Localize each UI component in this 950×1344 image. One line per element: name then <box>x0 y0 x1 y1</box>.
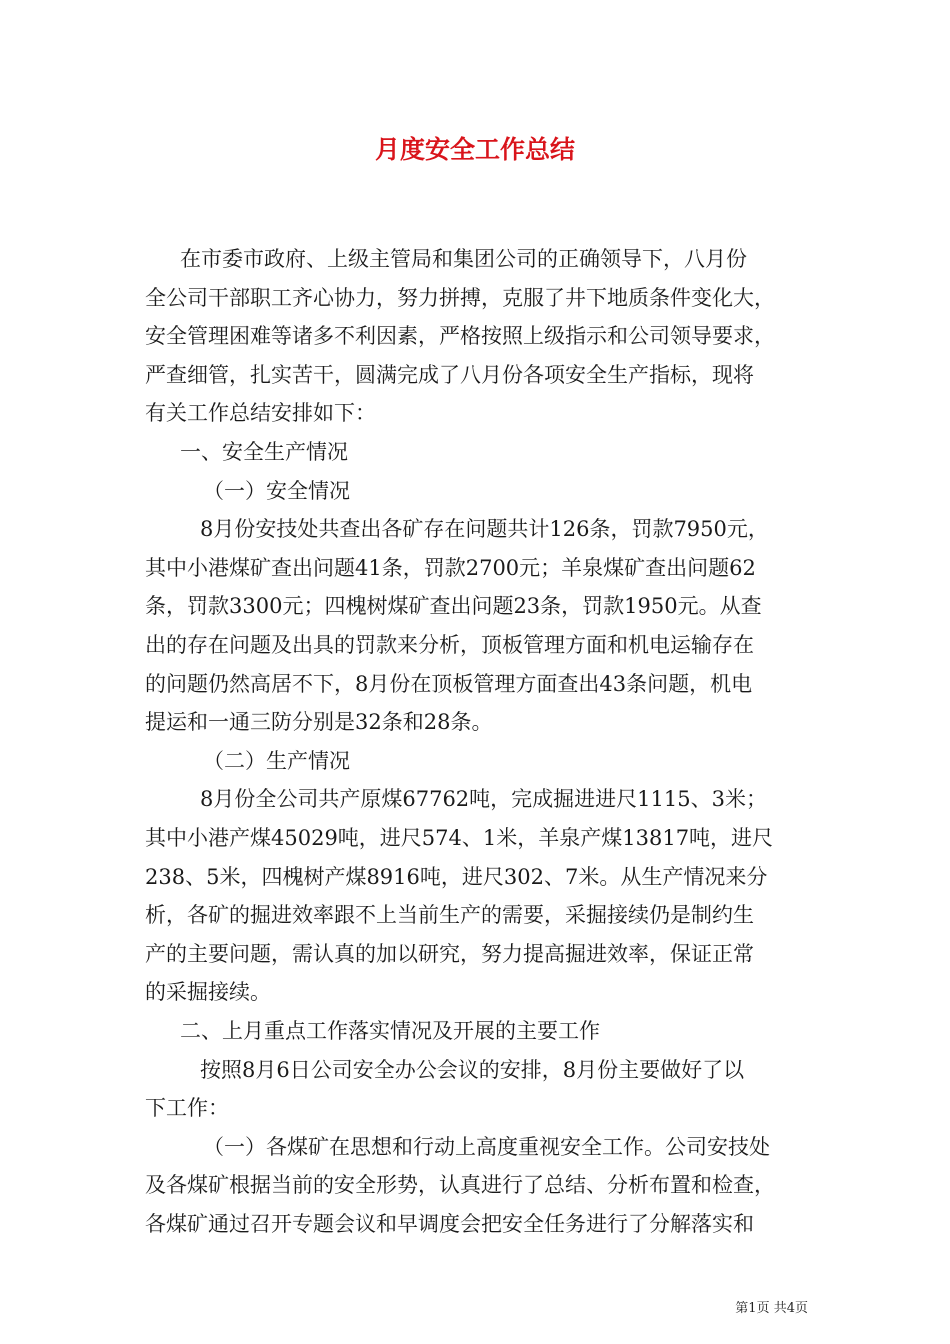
text-line: 条，罚款3300元；四槐树煤矿查出问题23条，罚款1950元。从查 <box>145 594 762 619</box>
footer-total-pages: 4 <box>786 1301 795 1316</box>
text-line: 下工作： <box>145 1096 229 1121</box>
text-line: 其中小港煤矿查出问题41条，罚款2700元；羊泉煤矿查出问题62 <box>145 555 756 580</box>
text-line: 有关工作总结安排如下： <box>145 401 376 426</box>
text-line: 的问题仍然高居不下，8月份在顶板管理方面查出43条问题，机电 <box>145 671 753 696</box>
page-footer <box>735 1300 808 1318</box>
text-line: 全公司干部职工齐心协力，努力拼搏，克服了井下地质条件变化大， <box>145 285 775 310</box>
text-line: 的采掘接续。 <box>145 980 271 1005</box>
text-line: 析，各矿的掘进效率跟不上当前生产的需要，采掘接续仍是制约生 <box>145 903 754 928</box>
text-line: 提运和一通三防分别是32条和28条。 <box>145 710 493 735</box>
text-line: （一）各煤矿在思想和行动上高度重视安全工作。公司安技处 <box>203 1134 770 1159</box>
text-line: （一）安全情况 <box>203 478 350 503</box>
text-line: 出的存在问题及出具的罚款来分析，顶板管理方面和机电运输存在 <box>145 633 754 657</box>
footer-suffix: 页 <box>794 1301 808 1316</box>
text-line: 8月份全公司共产原煤67762吨，完成掘进进尺1115、3米； <box>200 787 767 812</box>
document-title: 月度安全工作总结 <box>374 135 575 164</box>
text-line: 在市委市政府、上级主管局和集团公司的正确领导下，八月份 <box>180 247 747 271</box>
text-line: 一、安全生产情况 <box>180 440 348 464</box>
text-line: 二、上月重点工作落实情况及开展的主要工作 <box>180 1019 600 1043</box>
text-line: 8月份安技处共查出各矿存在问题共计126条，罚款7950元， <box>200 517 769 542</box>
text-line: 其中小港产煤45029吨，进尺574、1米，羊泉产煤13817吨，进尺 <box>145 826 774 850</box>
text-line: 按照8月6日公司安全办公会议的安排，8月份主要做好了以 <box>200 1057 745 1082</box>
footer-current-page: 1 <box>748 1301 757 1316</box>
text-line: 严查细管，扎实苦干，圆满完成了八月份各项安全生产指标，现将 <box>145 362 754 387</box>
text-line: 及各煤矿根据当前的安全形势，认真进行了总结、分析布置和检查， <box>145 1173 775 1198</box>
text-line: 各煤矿通过召开专题会议和早调度会把安全任务进行了分解落实和 <box>145 1212 754 1236</box>
text-line: 安全管理困难等诸多不利因素，严格按照上级指示和公司领导要求， <box>145 324 775 349</box>
text-line: 产的主要问题，需认真的加以研究，努力提高掘进效率，保证正常 <box>145 941 754 966</box>
footer-middle: 页 共 <box>756 1301 787 1316</box>
text-line: 238、5米，四槐树产煤8916吨，进尺302、7米。从生产情况来分 <box>145 864 768 889</box>
text-line: （二）生产情况 <box>203 748 350 773</box>
footer-prefix: 第 <box>735 1301 749 1316</box>
